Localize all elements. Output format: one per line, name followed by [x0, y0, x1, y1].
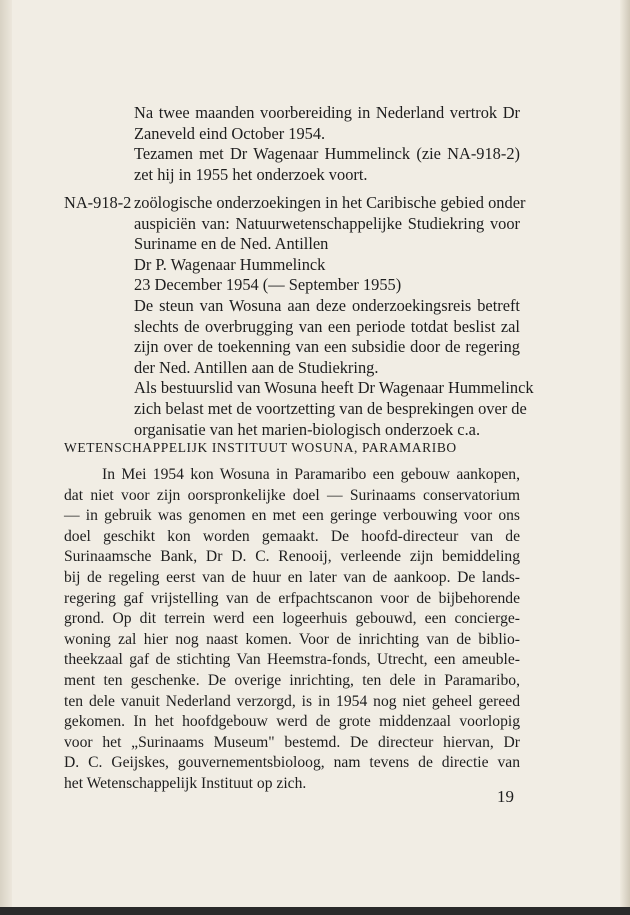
entry-block: [134, 193, 534, 440]
entry-line: zoölogische onderzoekingen in het Caribische gebied onder: [134, 193, 526, 212]
entry-line: zijn over de toekenning van een subsidie door de regering: [134, 337, 520, 357]
paragraph-line: regering gaf vrijstelling van de erfpachtscanon voor de bijbehorende: [64, 589, 520, 607]
entry-line: slechts de overbrugging van een periode totdat beslist zal: [134, 316, 520, 336]
paragraph-line: woning zal hier nog naast komen. Voor de inrichting van de biblio-: [64, 630, 520, 648]
paragraph-line: ten dele vanuit Nederland verzorgd, is in 1954 nog niet geheel gereed: [64, 692, 520, 710]
entry-line: 23 December 1954 (— September 1955): [134, 275, 402, 295]
paragraph-line: Surinaamsche Bank, Dr D. C. Renooij, verleende zijn bemiddeling: [64, 548, 520, 566]
paragraph-line: voor het „Surinaams Museum" bestemd. De directeur hiervan, Dr: [64, 733, 520, 751]
paragraph-line: — in gebruik was genomen en met een geringe verbouwing voor ons: [64, 507, 520, 525]
intro-block: [134, 103, 520, 185]
entry-line: zich belast met de voortzetting van de besprekingen over de: [134, 398, 527, 418]
page-bottom-edge: [0, 907, 630, 915]
intro-line: zet hij in 1955 het onderzoek voort.: [134, 164, 368, 184]
entry-line: der Ned. Antillen aan de Studiekring.: [134, 357, 379, 377]
body-paragraph: [64, 465, 520, 795]
intro-line: Na twee maanden voorbereiding in Nederland vertrok Dr: [134, 103, 520, 122]
paragraph-line: In Mei 1954 kon Wosuna in Paramaribo een gebouw aankopen,: [102, 466, 520, 483]
section-heading: WETENSCHAPPELIJK INSTITUUT WOSUNA, PARAMARIBO: [64, 440, 457, 455]
page-gutter-shadow: [0, 0, 12, 915]
entry-line: Als bestuurslid van Wosuna heeft Dr Wagenaar Hummelinck: [134, 378, 534, 398]
paragraph-line: bij de regeling eerst van de huur en later van de aankoop. De lands-: [64, 568, 520, 586]
paragraph-line: grond. Op dit terrein werd een logeerhuis gebouwd, een concierge-: [64, 610, 520, 628]
intro-line: Zaneveld eind October 1954.: [134, 123, 326, 143]
paragraph-line: ment ten geschenke. De overige inrichting, ten dele in Paramaribo,: [64, 671, 520, 689]
page-number: 19: [497, 787, 514, 806]
entry-line: Dr P. Wagenaar Hummelinck: [134, 254, 326, 274]
paragraph-line: gekomen. In het hoofdgebouw werd de grote middenzaal voorlopig: [64, 713, 520, 731]
paragraph-line: dat niet voor zijn oorspronkelijke doel — Surinaams conservatorium: [64, 486, 520, 504]
entry-line: Suriname en de Ned. Antillen: [134, 234, 329, 254]
entry-line: De steun van Wosuna aan deze onderzoekingsreis betreft: [134, 295, 520, 315]
paragraph-line: D. C. Geijskes, gouvernementsbioloog, nam tevens de directie van: [64, 754, 520, 772]
paragraph-line: het Wetenschappelijk Instituut op zich.: [64, 774, 307, 792]
intro-line: Tezamen met Dr Wagenaar Hummelinck (zie NA-918-2): [134, 144, 520, 164]
entry-line: organisatie van het marien-biologisch onderzoek c.a.: [134, 419, 481, 439]
page-right-edge: [620, 0, 630, 915]
paragraph-line: doel geschikt kon worden gemaakt. De hoofd-directeur van de: [64, 527, 520, 545]
paragraph-line: theekzaal gaf de stichting Van Heemstra-fonds, Utrecht, een ameuble-: [64, 651, 520, 669]
entry-code: NA-918-2: [64, 193, 132, 212]
entry-line: auspiciën van: Natuurwetenschappelijke Studiekring voor: [134, 213, 520, 233]
